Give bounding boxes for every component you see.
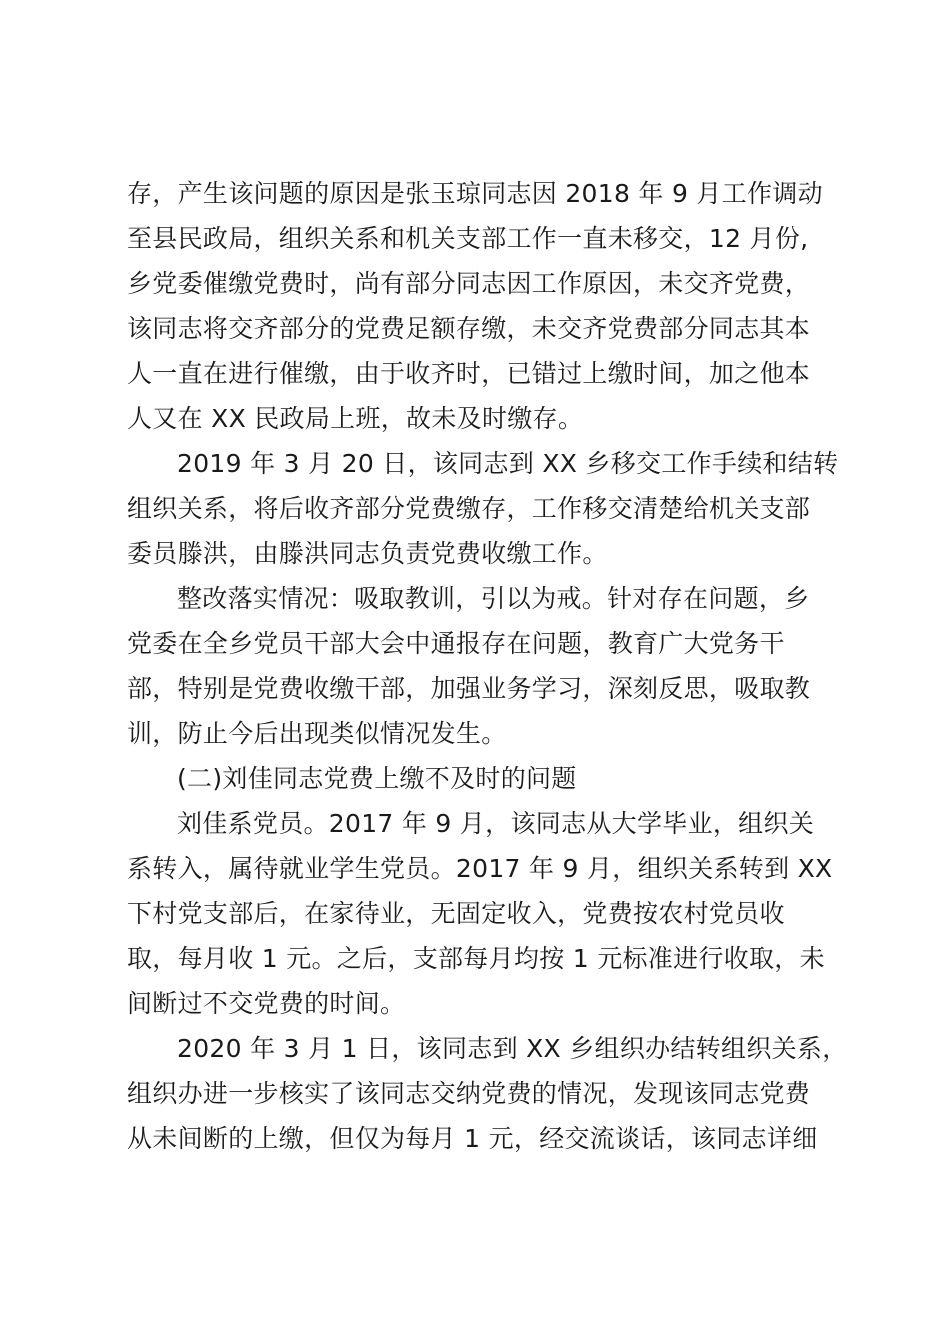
text-line: 组织关系，将后收齐部分党费缴存，工作移交清楚给机关支部 (127, 494, 811, 523)
text-line: 存，产生该问题的原因是张玉琼同志因 2018 年 9 月工作调动 (127, 179, 823, 208)
text-line: 系转入，属待就业学生党员。2017 年 9 月，组织关系转到 XX (127, 854, 833, 883)
text-line: 人一直在进行催缴，由于收齐时，已错过上缴时间，加之他本 (127, 359, 811, 388)
section-heading: (二)刘佳同志党费上缴不及时的问题 (177, 764, 577, 793)
text-line: 乡党委催缴党费时，尚有部分同志因工作原因，未交齐党费， (127, 269, 811, 298)
text-line: 训，防止今后出现类似情况发生。 (127, 719, 507, 748)
document-body (127, 171, 848, 1161)
text-line: 人又在 XX 民政局上班，故未及时缴存。 (127, 404, 584, 433)
text-line: 下村党支部后，在家待业，无固定收入，党费按农村党员收 (127, 899, 785, 928)
paragraph-start-line: 整改落实情况：吸取教训，引以为戒。针对存在问题，乡 (177, 584, 810, 613)
text-line: 组织办进一步核实了该同志交纳党费的情况，发现该同志党费 (127, 1079, 811, 1108)
text-line: 从未间断的上缴，但仅为每月 1 元，经交流谈话，该同志详细 (127, 1124, 818, 1153)
text-line: 至县民政局，组织关系和机关支部工作一直未移交，12 月份, (127, 224, 809, 253)
paragraph-start-line: 刘佳系党员。2017 年 9 月，该同志从大学毕业，组织关 (177, 809, 815, 838)
text-line: 该同志将交齐部分的党费足额存缴，未交齐党费部分同志其本 (127, 314, 811, 343)
text-line: 党委在全乡党员干部大会中通报存在问题，教育广大党务干 (127, 629, 785, 658)
paragraph-start-line: 2019 年 3 月 20 日，该同志到 XX 乡移交工作手续和结转 (177, 449, 839, 478)
text-line: 取，每月收 1 元。之后，支部每月均按 1 元标准进行收取，未 (127, 944, 825, 973)
text-line: 部，特别是党费收缴干部，加强业务学习，深刻反思，吸取教 (127, 674, 811, 703)
paragraph-start-line: 2020 年 3 月 1 日，该同志到 XX 乡组织办结转组织关系， (177, 1034, 848, 1063)
text-line: 间断过不交党费的时间。 (127, 989, 406, 1018)
text-line: 委员滕洪，由滕洪同志负责党费收缴工作。 (127, 539, 608, 568)
